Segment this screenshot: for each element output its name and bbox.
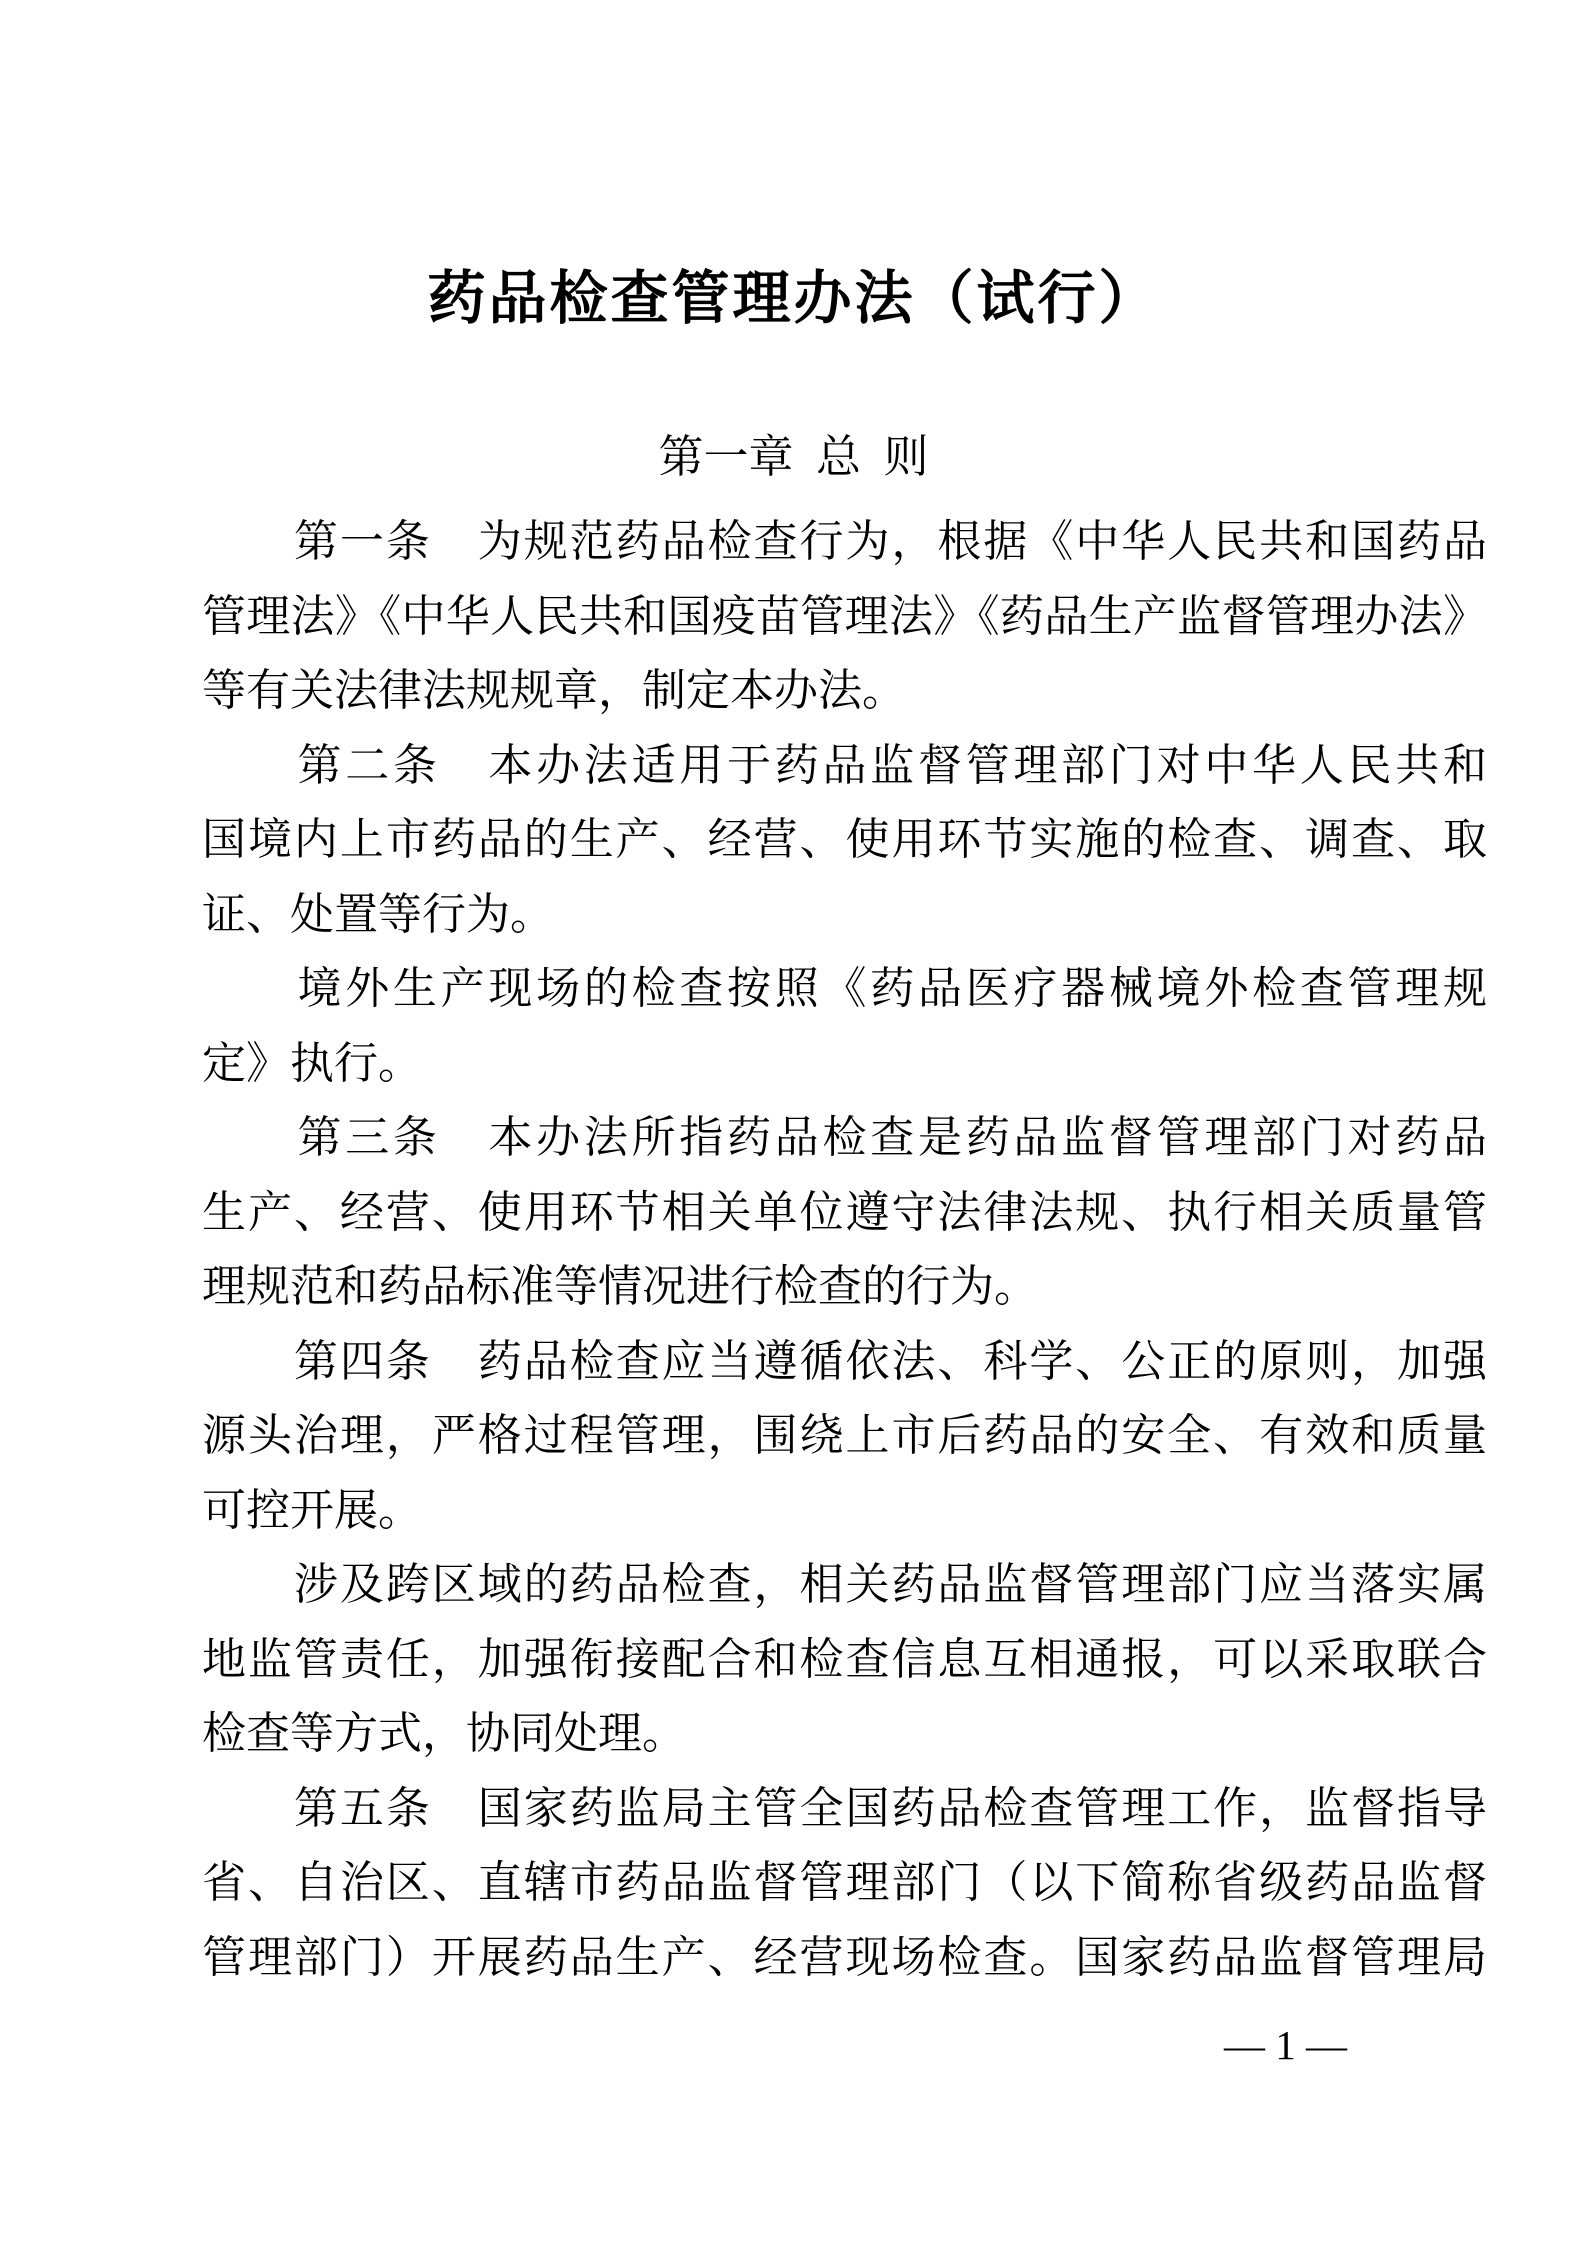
document-title: 药品检查管理办法（试行） [427, 266, 1160, 331]
body-line: 第二条 本办法适用于药品监督管理部门对中华人民共和 [202, 740, 1487, 790]
body-line: 等有关法律法规规章，制定本办法。 [202, 666, 906, 715]
body-line: 检查等方式，协同处理。 [202, 1709, 686, 1758]
body-line: 第一条 为规范药品检查行为，根据《中华人民共和国药品 [202, 517, 1487, 566]
body-line: 第五条 国家药监局主管全国药品检查管理工作，监督指导 [202, 1783, 1487, 1833]
body-line: 源头治理，严格过程管理，围绕上市后药品的安全、有效和质量 [202, 1411, 1487, 1460]
body-line: 境外生产现场的检查按照《药品医疗器械境外检查管理规 [202, 964, 1487, 1013]
body-line: 第三条 本办法所指药品检查是药品监督管理部门对药品 [202, 1113, 1487, 1162]
body-line: 省、自治区、直辖市药品监督管理部门（以下简称省级药品监督 [202, 1858, 1487, 1907]
chapter-heading: 第一章 总 则 [658, 432, 929, 482]
document-body [202, 505, 1487, 1995]
body-line: 定》执行。 [202, 1038, 422, 1088]
body-line: 国境内上市药品的生产、经营、使用环节实施的检查、调查、取 [202, 815, 1487, 864]
body-line: 第四条 药品检查应当遵循依法、科学、公正的原则，加强 [202, 1336, 1487, 1386]
body-line: 证、处置等行为。 [202, 889, 554, 939]
body-line: 涉及跨区域的药品检查，相关药品监督管理部门应当落实属 [202, 1560, 1487, 1609]
page-number: — 1 — [1224, 2022, 1347, 2068]
body-line: 地监管责任，加强衔接配合和检查信息互相通报，可以采取联合 [202, 1634, 1487, 1684]
body-line: 管理法》《中华人民共和国疫苗管理法》《药品生产监督管理办法》 [202, 591, 1487, 641]
body-line: 管理部门）开展药品生产、经营现场检查。国家药品监督管理局 [202, 1932, 1487, 1982]
body-line: 生产、经营、使用环节相关单位遵守法律法规、执行相关质量管 [202, 1187, 1487, 1237]
body-line: 可控开展。 [202, 1485, 422, 1535]
body-line: 理规范和药品标准等情况进行检查的行为。 [202, 1262, 1038, 1311]
